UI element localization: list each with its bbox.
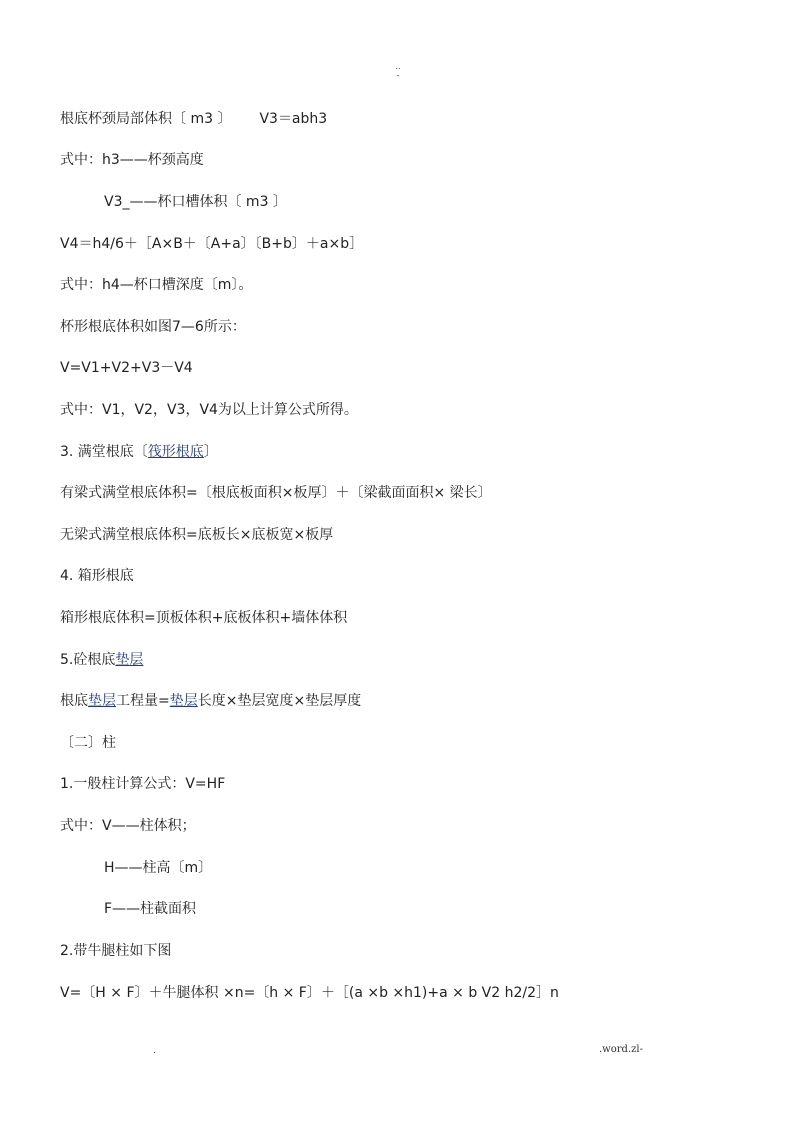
cushion-link-1[interactable]: 垫层 xyxy=(88,693,116,709)
raft-foundation-link[interactable]: 筏形根底 xyxy=(147,444,204,460)
section-column: 〔二〕柱 xyxy=(60,735,116,751)
v-definition: 式中：V——柱体积； xyxy=(60,818,196,834)
f-definition: F——柱截面积 xyxy=(104,901,197,917)
cup-foundation-intro: 杯形根底体积如图7—6所示： xyxy=(60,319,246,335)
column-formula: 1.一般柱计算公式：V=HF xyxy=(60,776,226,792)
footer-right-text: .word.zl- xyxy=(599,1044,643,1055)
corbel-column-heading: 2.带牛腿柱如下图 xyxy=(60,943,172,959)
v4-formula: V4＝h4/6＋［A×B＋〔A+a〕〔B+b〕＋a×b］ xyxy=(60,236,364,252)
cushion-text-c: 长度×垫层宽度×垫层厚度 xyxy=(197,693,362,709)
footer-left-mark: . xyxy=(153,1046,156,1056)
h3-definition: 式中：h3——杯颈高度 xyxy=(60,152,204,168)
cushion-text-b: 工程量= xyxy=(116,693,170,709)
cushion-link[interactable]: 垫层 xyxy=(115,652,144,668)
raft-heading-text: 3. 满堂根底〔 xyxy=(60,444,148,460)
section-raft-foundation xyxy=(60,443,218,461)
section-concrete-cushion xyxy=(60,651,143,669)
formula-note: 式中：V1，V2，V3，V4为以上计算公式所得。 xyxy=(60,402,358,418)
v3-definition: V3_——杯口槽体积〔 m3 〕 xyxy=(104,194,287,210)
section-box-foundation: 4. 箱形根底 xyxy=(60,568,134,584)
cup-neck-volume-label: 根底杯颈局部体积〔 m3 〕 xyxy=(60,111,232,127)
raft-heading-close: 〕 xyxy=(203,444,218,460)
page-header-mark xyxy=(392,62,404,80)
cup-neck-volume-formula: V3＝abh3 xyxy=(259,111,328,127)
corbel-column-formula: V=〔H × F〕＋牛腿体积 ×n=〔h × F〕＋［(a ×b ×h1)+a × b V2 h2/2］n xyxy=(60,985,559,1001)
cushion-text-a: 根底 xyxy=(60,693,88,709)
h-definition: H——柱高〔m〕 xyxy=(104,860,213,876)
box-foundation-volume: 箱形根底体积=顶板体积+底板体积+墙体体积 xyxy=(60,610,348,626)
header-dash: - xyxy=(396,71,400,80)
cushion-quantity-line xyxy=(60,692,361,710)
cushion-heading-text: 5.砼根底 xyxy=(60,652,116,668)
header-dots: .. xyxy=(395,62,401,71)
h4-definition: 式中：h4—杯口槽深度〔m〕。 xyxy=(60,277,253,293)
total-volume-formula: V=V1+V2+V3－V4 xyxy=(60,360,193,376)
beam-raft-volume: 有梁式满堂根底体积=〔根底板面积×板厚〕＋〔梁截面面积× 梁长〕 xyxy=(60,485,492,501)
cushion-link-2[interactable]: 垫层 xyxy=(169,693,198,709)
cup-neck-volume-line xyxy=(60,110,327,128)
flat-raft-volume: 无梁式满堂根底体积=底板长×底板宽×板厚 xyxy=(60,527,334,543)
